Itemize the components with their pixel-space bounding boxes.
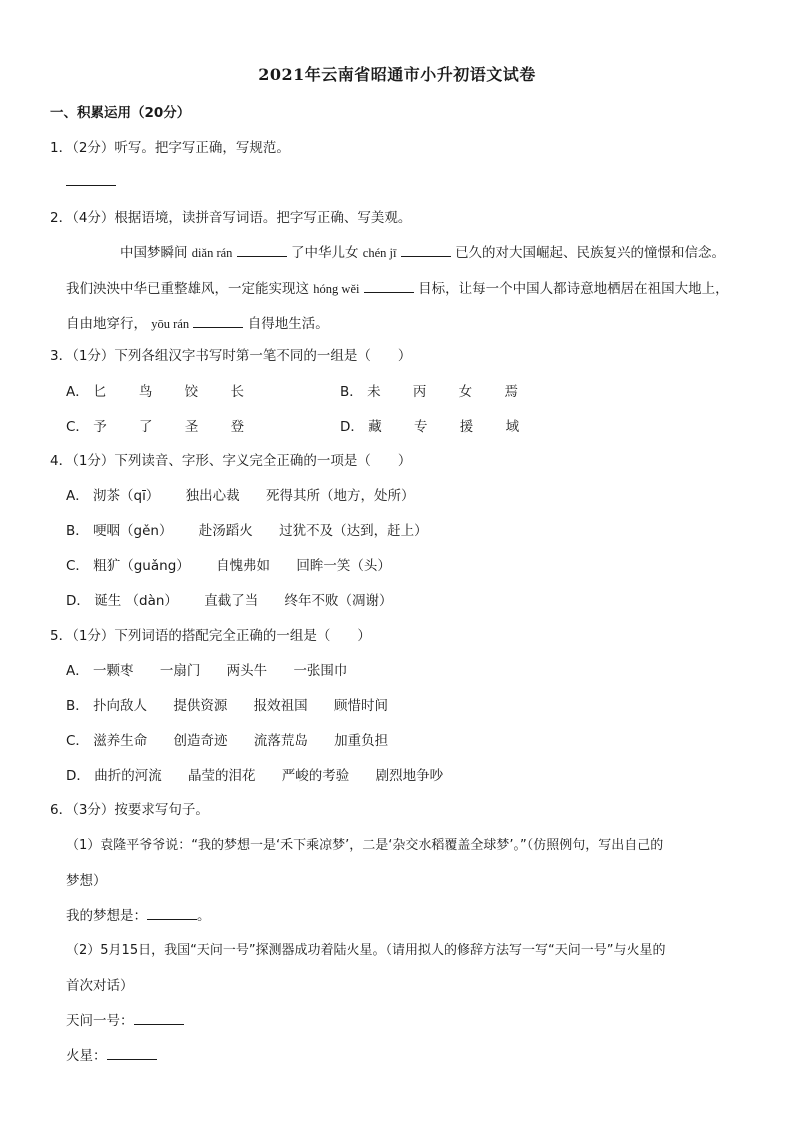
question-6-part-2-text: （2）5月15日，我国“天问一号”探测器成功着陆火星。（请用拟人的修辞方法写一写“天问一号”与火星的 [66, 943, 666, 958]
option-word: 哽咽（gěn） [93, 523, 173, 539]
question-6-part-2-text-cont: 首次对话） [66, 978, 134, 994]
option-label: D． [340, 419, 364, 435]
answer-blank[interactable] [66, 173, 116, 186]
question-2-line-2 [66, 279, 729, 299]
option-word: 剧烈地争吵 [375, 768, 444, 784]
option-word: 流落荒岛 [253, 733, 308, 749]
option-word: 扑向敌人 [93, 698, 148, 714]
option-word: 报效祖国 [253, 698, 308, 714]
question-4-option-a[interactable] [66, 486, 436, 506]
text-segment: 我们泱泱中华已重整雄风，一定能实现这 [66, 281, 309, 297]
option-word: 鸟 [138, 384, 153, 400]
option-word: 焉 [504, 384, 518, 400]
option-word: 域 [505, 419, 520, 435]
option-word: 回眸一笑（头） [296, 558, 391, 574]
question-5-option-d[interactable] [66, 766, 465, 786]
option-word: 了 [139, 419, 153, 435]
question-2-line-1 [120, 243, 725, 263]
option-word: 藏 [368, 419, 382, 435]
pinyin: diǎn rán [191, 246, 233, 260]
option-word: 滋养生命 [93, 733, 148, 749]
text-segment: 。 [197, 908, 211, 924]
pinyin: hóng wěi [313, 282, 360, 296]
answer-blank[interactable] [107, 1047, 157, 1060]
pinyin: chén jī [362, 246, 397, 260]
text-segment: 了中华儿女 [291, 245, 359, 261]
option-word: 沏茶（qī） [93, 488, 160, 504]
option-word: 一扇门 [159, 663, 201, 679]
option-word: 长 [230, 384, 244, 400]
question-5-option-c[interactable] [66, 731, 410, 751]
option-word: 独出心裁 [185, 488, 240, 504]
option-word: 专 [414, 419, 428, 435]
option-label: C． [66, 558, 89, 574]
question-3-option-a[interactable] [66, 382, 266, 402]
option-word: 女 [458, 384, 473, 400]
question-2-line-3 [66, 314, 329, 334]
option-word: 直截了当 [204, 593, 259, 609]
answer-prompt: 天问一号： [66, 1013, 134, 1029]
option-label: B． [66, 698, 89, 714]
answer-blank[interactable] [364, 280, 414, 293]
page-title: 2021年云南省昭通市小升初语文试卷 [258, 65, 536, 84]
option-word: 提供资源 [173, 698, 228, 714]
text-segment: 自得地生活。 [247, 316, 329, 332]
question-3-option-b[interactable] [340, 382, 540, 402]
question-4-option-b[interactable] [66, 521, 450, 541]
question-5-stem: 5．（1分）下列词语的搭配完全正确的一组是（ ） [50, 628, 371, 644]
option-word: 曲折的河流 [94, 768, 162, 784]
option-word: 匕 [93, 384, 107, 400]
text-segment: 中国梦瞬间 [120, 245, 188, 261]
answer-prompt: 火星： [66, 1048, 107, 1064]
pinyin: yōu rán [151, 317, 190, 331]
option-word: 圣 [184, 419, 199, 435]
option-word: 一张围巾 [293, 663, 348, 679]
option-word: 登 [230, 419, 245, 435]
answer-blank[interactable] [237, 244, 287, 257]
question-1-answer-blank[interactable] [66, 172, 116, 192]
question-5-option-a[interactable] [66, 661, 369, 681]
option-word: 援 [459, 419, 474, 435]
section-heading: 一、积累运用（20分） [50, 105, 191, 121]
question-6-part-1-text: （1）袁隆平爷爷说：“我的梦想一是‘禾下乘凉梦’，二是‘杂交水稻覆盖全球梦’。”（仿照例句，写出自己的 [66, 838, 664, 853]
option-label: A． [66, 384, 89, 400]
option-word: 粗犷（guǎng） [93, 558, 190, 574]
text-segment: 已久的对大国崛起、民族复兴的憧憬和信念。 [455, 245, 726, 261]
question-6-stem: 6．（3分）按要求写句子。 [50, 802, 209, 818]
option-label: C． [66, 419, 89, 435]
option-label: A． [66, 488, 89, 504]
option-word: 过犹不及（达到，赶上） [279, 523, 428, 539]
question-4-option-d[interactable] [66, 591, 415, 611]
answer-blank[interactable] [134, 1012, 184, 1025]
question-4-option-c[interactable] [66, 556, 413, 576]
option-label: D． [66, 768, 90, 784]
question-3-option-c[interactable] [66, 417, 266, 437]
option-word: 顾惜时间 [333, 698, 388, 714]
question-6-part-1-answer [66, 906, 211, 926]
option-word: 予 [93, 419, 107, 435]
question-1-stem: 1．（2分）听写。把字写正确，写规范。 [50, 140, 290, 156]
option-word: 饺 [184, 384, 199, 400]
option-label: A． [66, 663, 89, 679]
question-2-stem: 2．（4分）根据语境，读拼音写词语。把字写正确、写美观。 [50, 210, 412, 226]
option-word: 两头牛 [226, 663, 268, 679]
option-word: 创造奇迹 [173, 733, 228, 749]
option-label: C． [66, 733, 89, 749]
option-label: B． [340, 384, 363, 400]
question-6-part-2-answer-2 [66, 1046, 157, 1066]
answer-blank[interactable] [147, 907, 197, 920]
option-word: 死得其所（地方，处所） [265, 488, 415, 504]
option-word: 晶莹的泪花 [188, 768, 256, 784]
option-word: 诞生 （dàn） [94, 593, 178, 609]
option-word: 严峻的考验 [281, 768, 350, 784]
text-segment: 目标，让每一个中国人都诗意地栖居在祖国大地上， [418, 281, 729, 297]
option-word: 加重负担 [334, 733, 389, 749]
option-label: D． [66, 593, 90, 609]
option-word: 丙 [412, 384, 427, 400]
option-word: 自愧弗如 [216, 558, 271, 574]
answer-blank[interactable] [401, 244, 451, 257]
question-3-option-d[interactable] [340, 417, 541, 437]
option-word: 一颗枣 [93, 663, 134, 679]
question-6-part-1-text-cont: 梦想） [66, 873, 107, 889]
answer-blank[interactable] [193, 315, 243, 328]
question-4-stem: 4．（1分）下列读音、字形、字义完全正确的一项是（ ） [50, 453, 412, 469]
option-word: 终年不败（凋谢） [284, 593, 393, 609]
question-6-part-2-answer-1 [66, 1011, 184, 1031]
text-segment: 自由地穿行， [66, 316, 147, 332]
option-word: 赴汤蹈火 [198, 523, 253, 539]
question-5-option-b[interactable] [66, 696, 410, 716]
option-word: 未 [367, 384, 381, 400]
question-3-stem: 3．（1分）下列各组汉字书写时第一笔不同的一组是（ ） [50, 348, 412, 364]
answer-prompt: 我的梦想是： [66, 908, 147, 924]
option-label: B． [66, 523, 89, 539]
